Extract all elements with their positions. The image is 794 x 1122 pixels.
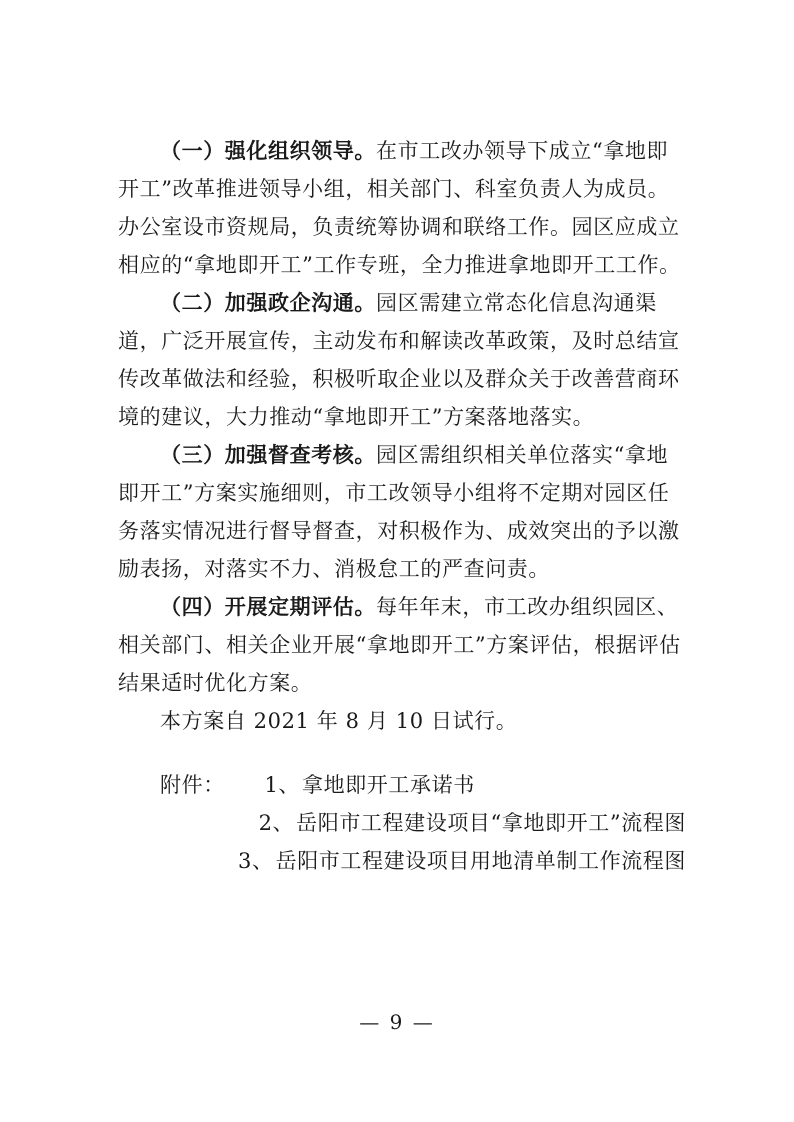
page-number: — 9 — bbox=[359, 1010, 435, 1034]
section-text-1: 在市工改办领导下成立“拿地即开工”改革推进领导小组，相关部门、科室负责人为成员。办公室设市资规局，负责统筹协调和联络工作。园区应成立相应的“拿地即开工”工作专班，全力推进拿地即开工工作。 bbox=[118, 139, 681, 277]
attachment-title: 岳阳市工程建设项目“拿地即开工”流程图 bbox=[296, 811, 686, 835]
attachment-indent bbox=[118, 804, 248, 842]
document-body bbox=[118, 132, 686, 740]
section-heading-1: （一）强化组织领导。 bbox=[160, 139, 376, 163]
effective-date-paragraph: 本方案自 2021 年 8 月 10 日试行。 bbox=[160, 709, 518, 733]
attachment-number: 3、 bbox=[238, 849, 274, 873]
attachments-list bbox=[118, 766, 686, 880]
section-heading-2: （二）加强政企沟通。 bbox=[160, 291, 376, 315]
attachment-number: 2、 bbox=[258, 811, 295, 835]
section-text-4: 每年年末，市工改办组织园区、相关部门、相关企业开展“拿地即开工”方案评估，根据评估结果适时优化方案。 bbox=[118, 595, 681, 695]
section-paragraph-2 bbox=[118, 284, 686, 436]
attachments-label: 附件： bbox=[160, 773, 225, 797]
attachment-title: 岳阳市工程建设项目用地清单制工作流程图 bbox=[275, 849, 686, 873]
attachment-item-1 bbox=[118, 766, 686, 804]
section-heading-4: （四）开展定期评估。 bbox=[160, 595, 376, 619]
attachment-indent bbox=[118, 842, 235, 880]
section-text-3: 园区需组织相关单位落实“拿地即开工”方案实施细则，市工改领导小组将不定期对园区任务落实情况进行督导督查，对积极作为、成效突出的予以激励表扬，对落实不力、消极怠工的严查问责。 bbox=[118, 443, 680, 581]
section-paragraph-4 bbox=[118, 588, 686, 702]
attachment-number: 1、 bbox=[264, 773, 300, 797]
attachment-item-2 bbox=[118, 804, 686, 842]
section-heading-3: （三）加强督查考核。 bbox=[160, 443, 376, 467]
attachment-item-3 bbox=[118, 842, 686, 880]
attachment-title: 拿地即开工承诺书 bbox=[302, 773, 475, 797]
section-paragraph-1 bbox=[118, 132, 686, 284]
section-text-2: 园区需建立常态化信息沟通渠道，广泛开展宣传，主动发布和解读改革政策，及时总结宣传改革做法和经验，积极听取企业以及群众关于改善营商环境的建议，大力推动“拿地即开工”方案落地落实。 bbox=[118, 291, 680, 429]
section-paragraph-3 bbox=[118, 436, 686, 588]
